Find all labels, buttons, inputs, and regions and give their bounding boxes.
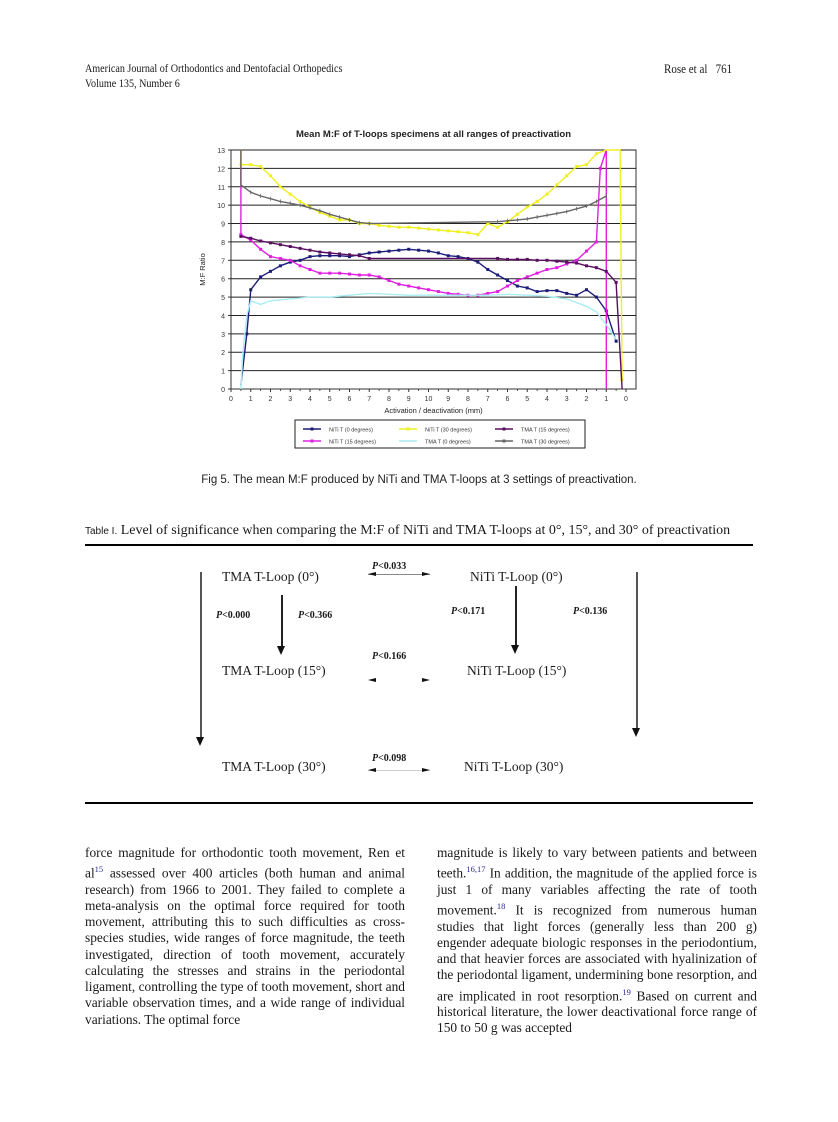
p-tma15-niti15: P<0.166 — [372, 651, 407, 662]
x-tick-label: 9 — [406, 396, 411, 403]
y-tick-label: 7 — [221, 258, 225, 266]
x-tick-label: 7 — [367, 396, 372, 403]
node-tma-0: TMA T-Loop (0°) — [222, 569, 319, 584]
y-tick-label: 8 — [221, 239, 225, 247]
arrowhead-left-icon — [368, 768, 376, 772]
body-paragraph-left: force magnitude for orthodontic tooth movement, Ren et $al^{15}$ assessed over 400 articles (both human and animal research) from 1966 to 2001. They failed to complete a meta-analysis on the optimal force required for tooth movement, attributing this to such difficulties as cross-species studies, wide ranges of force magnitude, the teeth investigated, direction of tooth movement, accurately calculating the stresses and strains in the periodontal ligament, controlling the type of tooth movement, short and variable observation times, and a wide range of individual variations. The optimal force — [85, 845, 405, 1027]
legend-entry: TMA T (30 degrees) — [521, 439, 570, 446]
body-paragraph-right: magnitude is likely to vary between patients and between teeth.$^{16,17}$ In addition, the magnitude of the applied force is just 1 of many variables affecting the rate of tooth movement.$^{18}$ It is recognized from numerous human studies that light forces (generally less than 200 g) engender adequate biologic responses in the periodontium, and that heavier forces are associated with hyalinization of the periodontal ligament, undermining bone resorption, and are implicated in root resorption.$^{19}$ Based on current and historical literature, the lower deactivational force range of 150 to 50 g was accepted — [437, 845, 757, 1036]
citation-ref[interactable]: 19 — [622, 986, 631, 997]
plot-area — [231, 150, 636, 389]
legend-entry: TMA T (0 degrees) — [425, 439, 471, 446]
y-tick-label: 2 — [221, 350, 225, 358]
y-tick-label: 6 — [221, 276, 225, 284]
x-tick-label: 4 — [545, 396, 549, 403]
arrow-tma30-niti30-line — [368, 770, 430, 771]
arrow-down-icon — [277, 646, 285, 655]
node-niti-15: NiTi T-Loop (15°) — [467, 663, 567, 678]
mf-ratio-chart — [190, 122, 650, 462]
body-right-column — [437, 845, 757, 1037]
table-label: Table I. — [85, 526, 118, 537]
x-axis-label: Activation / deactivation (mm) — [384, 406, 483, 415]
citation-ref[interactable]: 18 — [496, 901, 506, 912]
arrowhead-right-icon — [422, 768, 430, 772]
citation-ref[interactable]: 16,17 — [466, 864, 486, 875]
arrow-down-icon — [196, 737, 204, 746]
node-niti-0: NiTi T-Loop (0°) — [470, 569, 563, 584]
author-running-head: Rose et al — [664, 62, 708, 76]
p-tma0-tma15: P<0.366 — [298, 610, 333, 621]
y-axis-label: M:F Ratio — [198, 253, 207, 286]
node-niti-30: NiTi T-Loop (30°) — [464, 759, 564, 774]
y-tick-label: 13 — [217, 148, 225, 155]
p-tma0-tma30: P<0.000 — [216, 610, 251, 621]
arrow-niti0-niti30-line — [636, 572, 638, 729]
journal-title: American Journal of Orthodontics and Dentofacial Orthopedics — [85, 63, 343, 75]
y-tick-label: 10 — [217, 203, 225, 211]
citation-ref[interactable]: 15 — [94, 864, 104, 875]
node-tma-15: TMA T-Loop (15°) — [222, 663, 326, 678]
running-head — [664, 62, 732, 77]
y-tick-label: 12 — [217, 166, 225, 174]
y-tick-label: 3 — [221, 331, 225, 339]
table-top-rule — [85, 544, 753, 546]
p-tma30-niti30: P<0.098 — [372, 753, 407, 764]
table-bottom-rule — [85, 802, 753, 804]
x-tick-label: 5 — [327, 396, 332, 403]
arrowhead-right-icon — [422, 678, 430, 682]
chart-title: Mean M:F of T-loops specimens at all ranges of preactivation — [295, 129, 572, 140]
body-left-column — [85, 845, 405, 1028]
y-tick-label: 5 — [221, 295, 225, 303]
y-tick-label: 9 — [221, 221, 225, 229]
y-tick-label: 11 — [217, 184, 225, 192]
table-title-text: Level of significance when comparing the M:F of NiTi and TMA T-loops at 0°, 15°, and 30° of preactivation — [120, 523, 731, 538]
y-tick-label: 4 — [221, 313, 225, 321]
arrow-tma0-tma30-line — [200, 572, 202, 739]
figure-caption: Fig 5. The mean M:F produced by NiTi and TMA T-loops at 3 settings of preactivation. — [201, 474, 637, 486]
p-niti0-niti30: P<0.136 — [573, 606, 608, 617]
page-number: 761 — [715, 62, 733, 76]
x-tick-label: 3 — [564, 396, 569, 403]
node-tma-30: TMA T-Loop (30°) — [222, 759, 326, 774]
x-tick-label: 3 — [288, 396, 293, 403]
x-tick-label: 9 — [446, 396, 451, 403]
arrow-down-icon — [632, 728, 640, 737]
x-tick-label: 5 — [525, 396, 530, 403]
x-tick-label: 8 — [466, 396, 470, 403]
arrowhead-right-icon — [422, 572, 430, 576]
legend-entry: NiTi T (30 degrees) — [425, 427, 472, 434]
arrowhead-left-icon — [368, 572, 376, 576]
x-tick-label: 2 — [268, 396, 273, 403]
x-tick-label: 1 — [604, 396, 609, 403]
table-title — [85, 523, 730, 539]
y-tick-label: 1 — [221, 368, 225, 376]
arrow-tma0-tma15-line — [281, 595, 283, 647]
legend-entry: NiTi T (0 degrees) — [329, 427, 373, 434]
x-tick-label: 6 — [505, 396, 510, 403]
x-tick-label: 6 — [347, 396, 352, 403]
arrow-niti0-niti15-line — [515, 586, 517, 646]
x-tick-label: 4 — [308, 396, 312, 403]
y-tick-label: 0 — [221, 387, 225, 394]
x-tick-label: 0 — [229, 396, 233, 403]
x-tick-label: 7 — [485, 396, 490, 403]
x-tick-label: 10 — [424, 396, 433, 403]
x-tick-label: 8 — [387, 396, 391, 403]
x-tick-label: 1 — [248, 396, 253, 403]
p-niti0-niti15: P<0.171 — [451, 606, 486, 617]
chart-canvas — [190, 122, 650, 462]
journal-volume: Volume 135, Number 6 — [85, 78, 180, 90]
arrow-tma0-niti0-line — [368, 574, 430, 575]
arrowhead-left-icon — [368, 678, 376, 682]
p-tma0-niti0: P<0.033 — [372, 561, 407, 572]
x-tick-label: 0 — [624, 396, 628, 403]
x-tick-label: 2 — [584, 396, 589, 403]
legend-entry: NiTi T (15 degrees) — [329, 439, 376, 446]
legend-entry: TMA T (15 degrees) — [521, 427, 570, 434]
arrow-down-icon — [511, 645, 519, 654]
